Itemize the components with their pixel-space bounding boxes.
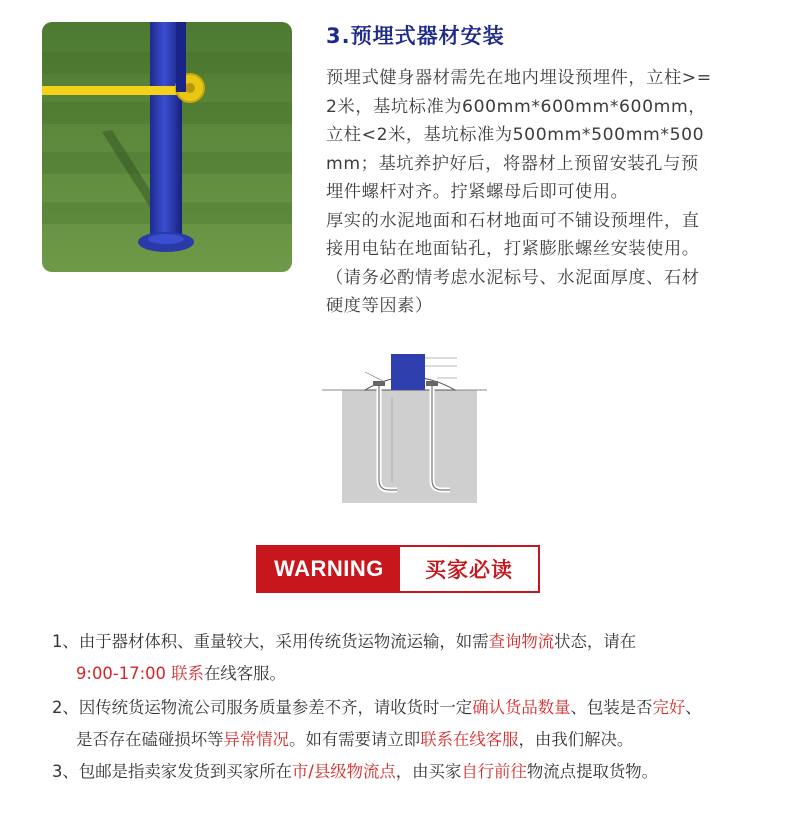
paragraph-line: （请务必酌情考虑水泥标号、水泥面厚度、石材 bbox=[326, 267, 700, 288]
note-highlight: 查询物流 bbox=[488, 632, 555, 651]
note-1-line-2 bbox=[76, 658, 286, 690]
note-2-line-1 bbox=[52, 692, 702, 724]
note-text: 、 bbox=[685, 698, 702, 717]
note-1-line-1 bbox=[52, 626, 636, 658]
note-highlight: 完好 bbox=[652, 698, 686, 717]
fitness-post-on-grass-photo bbox=[42, 22, 292, 272]
paragraph-line: 预埋式健身器材需先在地内埋设预埋件，立柱>= bbox=[326, 68, 712, 88]
paragraph-line: mm；基坑养护好后，将器材上预留安装孔与预 bbox=[326, 153, 699, 174]
note-text: 是否存在磕碰损坏等 bbox=[76, 730, 224, 749]
paragraph-line: 2米，基坑标准为600mm*600mm*600mm， bbox=[326, 96, 707, 117]
note-text: 2、因传统货运物流公司服务质量参差不齐，请收货时一定 bbox=[52, 698, 473, 717]
note-highlight: 确认货品数量 bbox=[472, 698, 571, 717]
embedded-anchor-bolt-diagram bbox=[317, 352, 490, 509]
note-text: 物流点提取货物。 bbox=[526, 762, 659, 781]
paragraph-line: 接用电钻在地面钻孔，打紧膨胀螺丝安装使用。 bbox=[326, 239, 700, 259]
note-text: ，由买家 bbox=[395, 762, 462, 781]
warning-label: WARNING bbox=[258, 547, 400, 591]
installation-diagram bbox=[317, 352, 490, 509]
note-2-line-2 bbox=[76, 724, 633, 756]
note-highlight: 9:00-17:00 联系 bbox=[76, 664, 204, 683]
paragraph-line: 厚实的水泥地面和石材地面可不铺设预埋件，直 bbox=[326, 210, 700, 231]
equipment-post-photo bbox=[42, 22, 292, 272]
note-highlight: 异常情况 bbox=[223, 730, 290, 749]
note-text: 在线客服。 bbox=[203, 664, 286, 683]
paragraph-line: 硬度等因素） bbox=[326, 296, 433, 316]
note-text: 状态，请在 bbox=[554, 632, 637, 651]
note-highlight: 联系在线客服 bbox=[420, 730, 519, 749]
note-highlight: 市/县级物流点 bbox=[291, 762, 396, 781]
warning-banner bbox=[256, 545, 540, 593]
note-3-line-1 bbox=[52, 756, 658, 788]
note-text: 、包装是否 bbox=[570, 698, 653, 717]
section-title: 3.预埋式器材安装 bbox=[326, 24, 505, 48]
installation-description bbox=[326, 64, 756, 321]
note-highlight: 自行前往 bbox=[461, 762, 527, 781]
paragraph-line: 立柱<2米，基坑标准为500mm*500mm*500 bbox=[326, 125, 705, 145]
note-text: ，由我们解决。 bbox=[518, 730, 634, 749]
note-text: 。如有需要请立即 bbox=[289, 730, 421, 749]
note-text: 3、包邮是指卖家发货到买家所在 bbox=[52, 762, 292, 781]
paragraph-line: 埋件螺杆对齐。拧紧螺母后即可使用。 bbox=[326, 182, 629, 202]
buyer-must-read-label: 买家必读 bbox=[425, 558, 513, 582]
note-text: 1、由于器材体积、重量较大，采用传统货运物流运输，如需 bbox=[52, 632, 489, 651]
